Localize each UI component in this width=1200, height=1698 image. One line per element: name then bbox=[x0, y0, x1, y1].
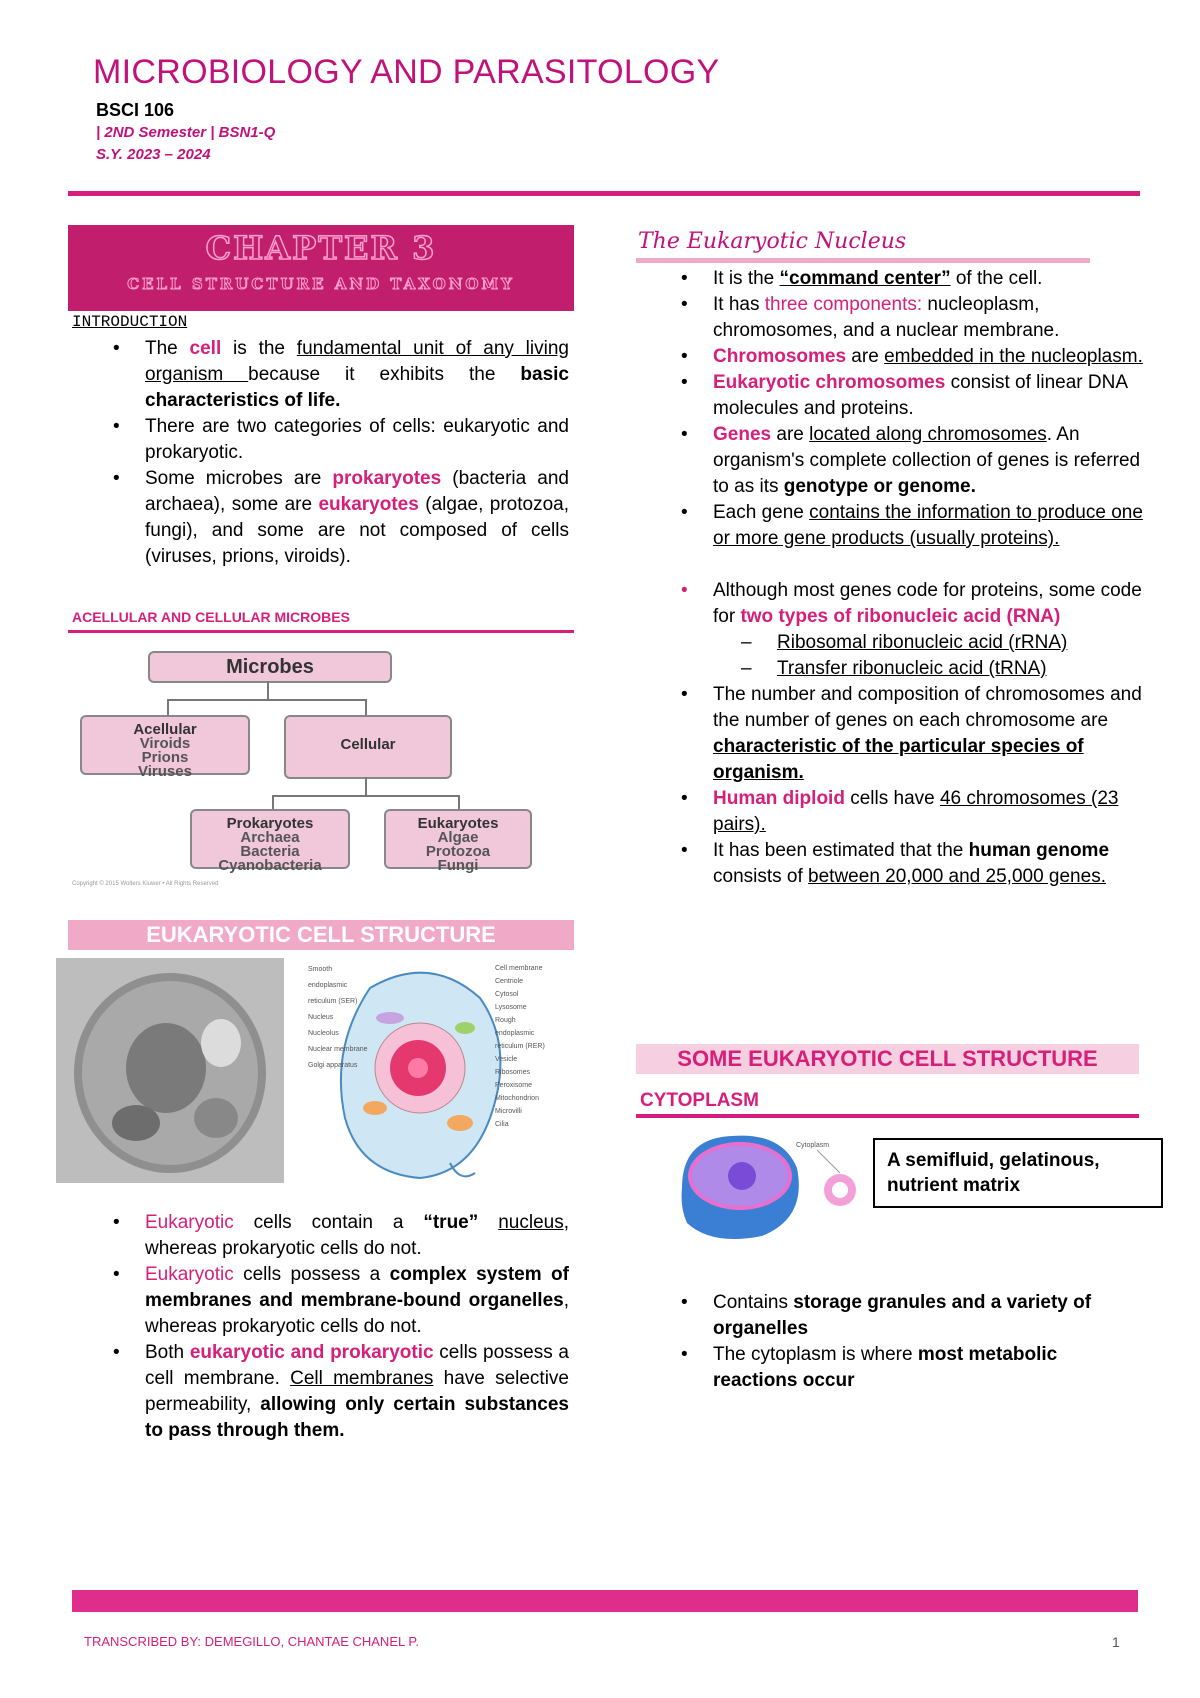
list-item: • Human diploid cells have 46 chromosomes (23 pairs). bbox=[673, 786, 1143, 838]
list-item: • It has been estimated that the human genome consists of between 20,000 and 25,000 genes. bbox=[673, 838, 1143, 890]
eukaryotic-structure-heading: EUKARYOTIC CELL STRUCTURE bbox=[68, 920, 574, 950]
list-item: • Eukaryotic chromosomes consist of linear DNA molecules and proteins. bbox=[673, 370, 1143, 422]
list-item: • Eukaryotic cells contain a “true” nucleus, whereas prokaryotic cells do not. bbox=[105, 1210, 569, 1262]
page-number: 1 bbox=[1112, 1634, 1120, 1650]
list-item: • Each gene contains the information to produce one or more gene products (usually proteins). bbox=[673, 500, 1143, 552]
microbes-diagram bbox=[72, 645, 572, 895]
cytoplasm-label: Cytoplasm bbox=[796, 1142, 830, 1149]
course-code: BSCI 106 bbox=[96, 100, 175, 120]
cytoplasm-definition: A semifluid, gelatinous, nutrient matrix bbox=[873, 1138, 1163, 1208]
eukaryotic-list bbox=[105, 1210, 569, 1444]
section-divider bbox=[68, 630, 574, 633]
cytoplasm-image bbox=[672, 1128, 882, 1248]
chapter-subtitle: CELL STRUCTURE AND TAXONOMY bbox=[127, 275, 515, 293]
semester: | 2ND Semester | BSN1-Q bbox=[96, 124, 276, 141]
section-divider bbox=[636, 1114, 1139, 1118]
document-title: MICROBIOLOGY AND PARASITOLOGY bbox=[93, 53, 720, 91]
list-item: • Although most genes code for proteins, some code for two types of ribonucleic acid (RNA) – Ribosomal ribonucleic acid (rRNA) – Transfer ribonucleic acid (tRNA) bbox=[673, 578, 1143, 682]
list-item: • Contains storage granules and a variety of organelles bbox=[673, 1290, 1143, 1342]
intro-list bbox=[105, 336, 569, 570]
chapter-banner bbox=[68, 225, 574, 311]
header-divider bbox=[68, 191, 1140, 196]
list-item: • The cell is the fundamental unit of any living organism because it exhibits the basic characteristics of life. bbox=[105, 336, 569, 414]
sublist-item: – Ribosomal ribonucleic acid (rRNA) bbox=[713, 630, 1143, 656]
some-structure-heading: SOME EUKARYOTIC CELL STRUCTURE bbox=[636, 1044, 1139, 1074]
nucleus-list bbox=[673, 266, 1143, 890]
list-item: • It is the “command center” of the cell. bbox=[673, 266, 1143, 292]
cytoplasm-heading: CYTOPLASM bbox=[640, 1090, 759, 1111]
cellular-box: Cellular bbox=[284, 715, 452, 779]
acellular-box: Acellular Viroids Prions Viruses bbox=[80, 715, 250, 775]
eukaryotes-box: Eukaryotes Algae Protozoa Fungi bbox=[384, 809, 532, 869]
list-item: • Genes are located along chromosomes. An organism's complete collection of genes is referred to as its genotype or genome. bbox=[673, 422, 1143, 500]
transcriber-credit: TRANSCRIBED BY: DEMEGILLO, CHANTAE CHANEL P. bbox=[84, 1634, 419, 1649]
acellular-heading: ACELLULAR AND CELLULAR MICROBES bbox=[72, 609, 350, 625]
footer-bar bbox=[72, 1590, 1138, 1612]
cytoplasm-list bbox=[673, 1290, 1143, 1394]
micrograph-image bbox=[56, 958, 284, 1183]
list-item: • There are two categories of cells: eukaryotic and prokaryotic. bbox=[105, 414, 569, 466]
list-item: • Eukaryotic cells possess a complex system of membranes and membrane-bound organelles, whereas prokaryotic cells do not. bbox=[105, 1262, 569, 1340]
chapter-title: CHAPTER 3 bbox=[205, 229, 437, 267]
list-item: • Chromosomes are embedded in the nucleoplasm. bbox=[673, 344, 1143, 370]
school-year: S.Y. 2023 – 2024 bbox=[96, 146, 211, 163]
sublist-item: – Transfer ribonucleic acid (tRNA) bbox=[713, 656, 1143, 682]
cell-labels-right: Cell membrane Centriole Cytosol Lysosome Rough endoplasmic reticulum (RER) Vesicle Ribosomes Peroxisome Mitochondrion Microvilli Cilia bbox=[495, 965, 545, 1128]
diagram-copyright: Copyright © 2015 Wolters Kluwer • All Rights Reserved bbox=[72, 881, 219, 887]
list-item: • Both eukaryotic and prokaryotic cells possess a cell membrane. Cell membranes have selective permeability, allowing only certain substances to pass through them. bbox=[105, 1340, 569, 1444]
list-item: • The cytoplasm is where most metabolic reactions occur bbox=[673, 1342, 1143, 1394]
intro-heading: INTRODUCTION bbox=[72, 313, 188, 331]
microbes-box: Microbes bbox=[148, 651, 392, 683]
list-item: • Some microbes are prokaryotes (bacteria and archaea), some are eukaryotes (algae, protozoa, fungi), and some are not composed of cells (viruses, prions, viroids). bbox=[105, 466, 569, 570]
section-divider bbox=[636, 258, 1090, 263]
nucleus-heading: The Eukaryotic Nucleus bbox=[638, 229, 907, 254]
list-item: • It has three components: nucleoplasm, chromosomes, and a nuclear membrane. bbox=[673, 292, 1143, 344]
list-item: • The number and composition of chromosomes and the number of genes on each chromosome are characteristic of the particular species of organism. bbox=[673, 682, 1143, 786]
prokaryotes-box: Prokaryotes Archaea Bacteria Cyanobacteria bbox=[190, 809, 350, 869]
cell-labels-left: Smooth endoplasmic reticulum (SER) Nucleus Nucleolus Nuclear membrane Golgi apparatus bbox=[308, 966, 368, 1069]
